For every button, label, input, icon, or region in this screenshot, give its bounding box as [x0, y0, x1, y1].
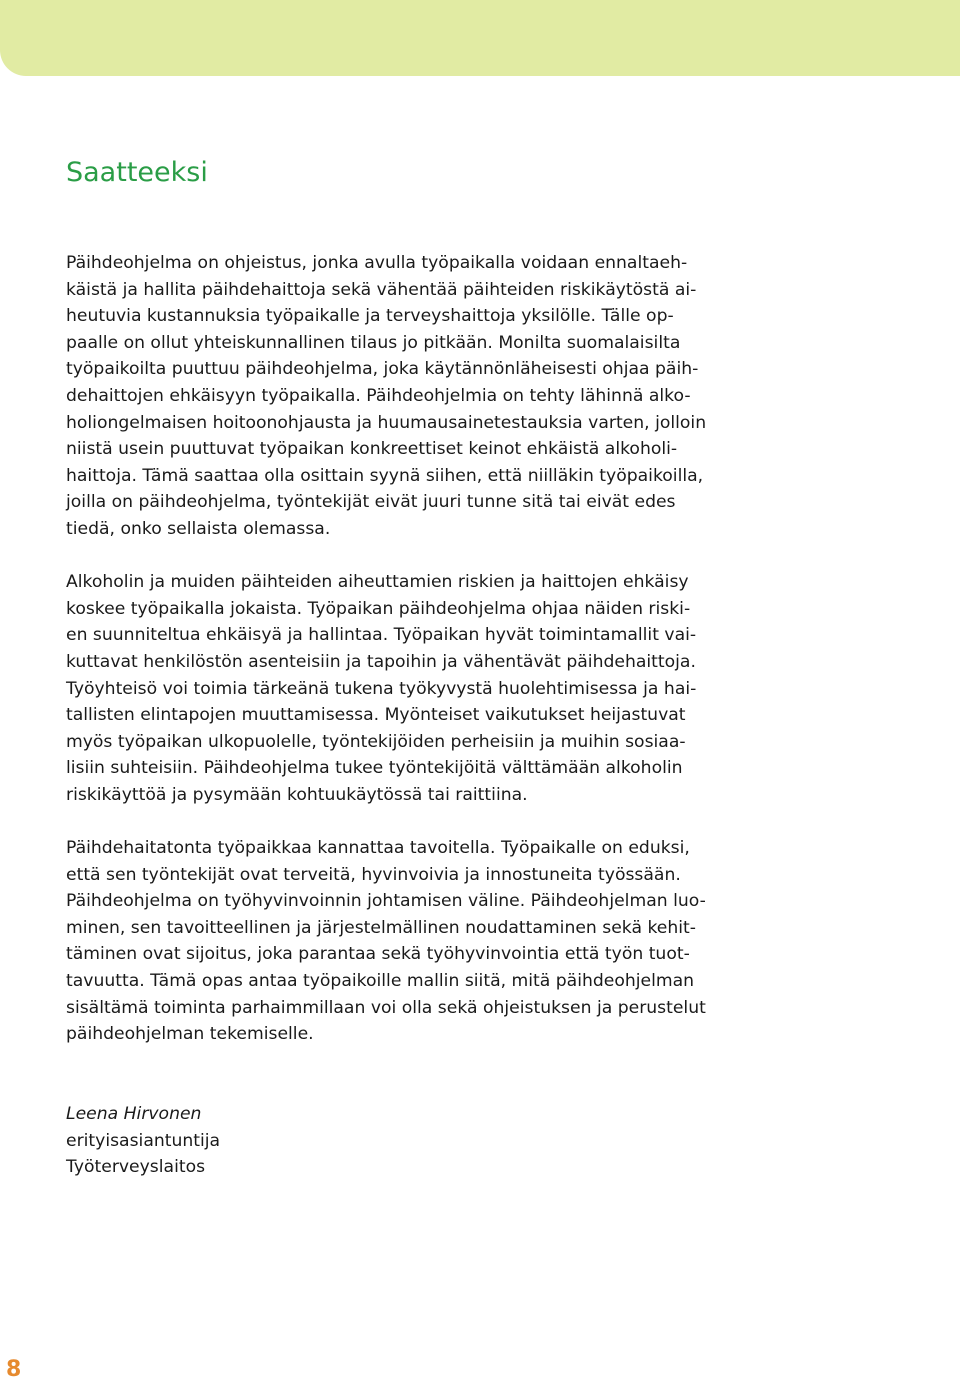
text-line: Työyhteisö voi toimia tärkeänä tukena työkyvystä huolehtimisessa ja hai-	[66, 678, 697, 699]
text-line: heutuvia kustannuksia työpaikalle ja terveyshaittoja yksilölle. Tälle op-	[66, 306, 674, 327]
text-line: niistä usein puuttuvat työpaikan konkreettiset keinot ehkäistä alkoholi-	[66, 439, 678, 460]
text-line: Päihdeohjelma on ohjeistus, jonka avulla työpaikalla voidaan ennaltaeh-	[66, 253, 688, 273]
text-line: minen, sen tavoitteellinen ja järjestelmällinen noudattaminen sekä kehit-	[66, 917, 696, 938]
text-line: tallisten elintapojen muuttamisessa. Myönteiset vaikutukset heijastuvat	[66, 705, 686, 726]
header-band	[0, 0, 960, 76]
text-line: Alkoholin ja muiden päihteiden aiheuttamien riskien ja haittojen ehkäisy	[66, 572, 689, 593]
text-line: dehaittojen ehkäisyyn työpaikalla. Päihdeohjelmia on tehty lähinnä alko-	[66, 385, 691, 406]
text-line: lisiin suhteisiin. Päihdeohjelma tukee työntekijöitä välttämään alkoholin	[66, 758, 683, 779]
text-line: holiongelmaisen hoitoonohjausta ja huumausainetestauksia varten, jolloin	[66, 412, 707, 433]
text-line: että sen työntekijät ovat terveitä, hyvinvoivia ja innostuneita työssään.	[66, 864, 681, 885]
text-line: päihdeohjelman tekemiselle.	[66, 1024, 314, 1045]
text-line: kuttavat henkilöstön asenteisiin ja tapoihin ja vähentävät päihdehaittoja.	[66, 651, 696, 672]
text-line: koskee työpaikalla jokaista. Työpaikan päihdeohjelma ohjaa näiden riski-	[66, 598, 691, 619]
page-title: Saatteeksi	[66, 157, 208, 188]
text-line: joilla on päihdeohjelma, työntekijät eivät juuri tunne sitä tai eivät edes	[66, 492, 676, 513]
text-line: tiedä, onko sellaista olemassa.	[66, 518, 331, 539]
text-line: sisältämä toiminta parhaimmillaan voi olla sekä ohjeistuksen ja perustelut	[66, 997, 706, 1018]
text-line: myös työpaikan ulkopuolelle, työntekijöiden perheisiin ja muihin sosiaa-	[66, 731, 686, 752]
text-line: Päihdeohjelma on työhyvinvoinnin johtamisen väline. Päihdeohjelman luo-	[66, 891, 706, 912]
body-text	[66, 250, 752, 1074]
paragraph-3	[66, 835, 752, 1048]
text-line: käistä ja hallita päihdehaittoja sekä vähentää päihteiden riskikäytöstä ai-	[66, 279, 697, 300]
text-line: Päihdehaitatonta työpaikkaa kannattaa tavoitella. Työpaikalle on eduksi,	[66, 838, 690, 859]
signature-name: Leena Hirvonen	[66, 1104, 202, 1124]
paragraph-2	[66, 569, 752, 808]
signature-role: erityisasiantuntija	[66, 1130, 221, 1151]
text-line: haittoja. Tämä saattaa olla osittain syynä siihen, että niilläkin työpaikoilla,	[66, 465, 704, 486]
text-line: tavuutta. Tämä opas antaa työpaikoille mallin siitä, mitä päihdeohjelman	[66, 971, 695, 992]
text-line: työpaikoilta puuttuu päihdeohjelma, joka käytännönläheisesti ohjaa päih-	[66, 359, 699, 380]
page-number: 8	[6, 1357, 22, 1382]
text-line: täminen ovat sijoitus, joka parantaa sekä työhyvinvointia että työn tuot-	[66, 944, 690, 965]
signature-organization: Työterveyslaitos	[66, 1157, 206, 1178]
text-line: riskikäyttöä ja pysymään kohtuukäytössä tai raittiina.	[66, 784, 528, 805]
signature-block	[66, 1101, 220, 1181]
text-line: en suunniteltua ehkäisyä ja hallintaa. Työpaikan hyvät toimintamallit vai-	[66, 625, 697, 646]
text-line: paalle on ollut yhteiskunnallinen tilaus jo pitkään. Monilta suomalaisilta	[66, 332, 681, 353]
paragraph-1	[66, 250, 752, 543]
